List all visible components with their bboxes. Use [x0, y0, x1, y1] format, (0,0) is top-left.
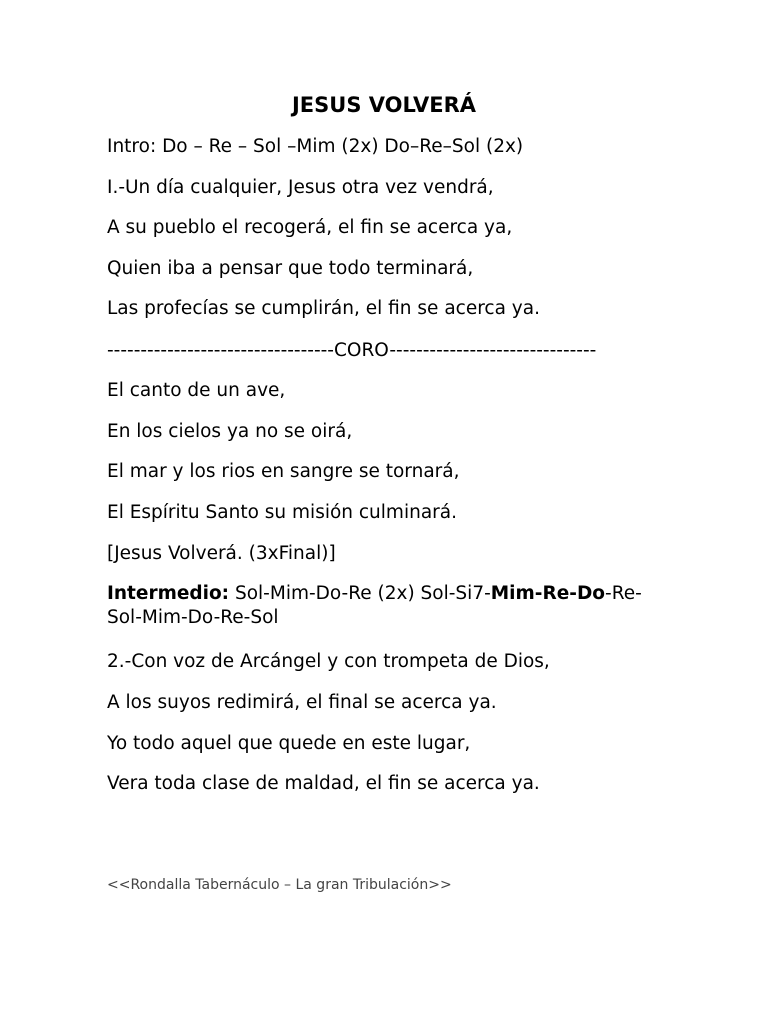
verse1-line-3: Quien iba a pensar que todo terminará,: [107, 258, 474, 279]
song-title: JESUS VOLVERÁ: [291, 93, 477, 117]
verse1-line-2: A su pueblo el recogerá, el fin se acerca ya,: [107, 217, 513, 238]
intermedio-line: [107, 582, 667, 630]
verse1-line-4: Las profecías se cumplirán, el fin se acerca ya.: [107, 298, 540, 319]
intermedio-chords-bold: Mim-Re-Do: [490, 583, 606, 604]
intermedio-label: Intermedio:: [107, 583, 230, 604]
verse2-line-4: Vera toda clase de maldad, el fin se acerca ya.: [107, 773, 540, 794]
verse1-line-1: I.-Un día cualquier, Jesus otra vez vendrá,: [107, 177, 494, 198]
verse2-line-2: A los suyos redimirá, el final se acerca ya.: [107, 692, 497, 713]
chorus-line-3: El mar y los rios en sangre se tornará,: [107, 461, 460, 482]
footer-credit: <<Rondalla Tabernáculo – La gran Tribulación>>: [107, 877, 452, 893]
chorus-line-1: El canto de un ave,: [107, 380, 286, 401]
intermedio-chords-1: Sol-Mim-Do-Re (2x) Sol-Si7-: [229, 583, 491, 604]
intermedio-chords-2: -Re-Sol-Mim-Do-Re-Sol: [107, 583, 642, 628]
coro-divider: ----------------------------------CORO-------------------------------: [107, 340, 597, 361]
chorus-line-5: [Jesus Volverá. (3xFinal)]: [107, 543, 336, 564]
chorus-line-2: En los cielos ya no se oirá,: [107, 421, 353, 442]
chorus-line-4: El Espíritu Santo su misión culminará.: [107, 502, 457, 523]
verse2-line-1: 2.-Con voz de Arcángel y con trompeta de Dios,: [107, 651, 550, 672]
intro-line: Intro: Do – Re – Sol –Mim (2x) Do–Re–Sol (2x): [107, 136, 524, 157]
verse2-line-3: Yo todo aquel que quede en este lugar,: [107, 733, 471, 754]
